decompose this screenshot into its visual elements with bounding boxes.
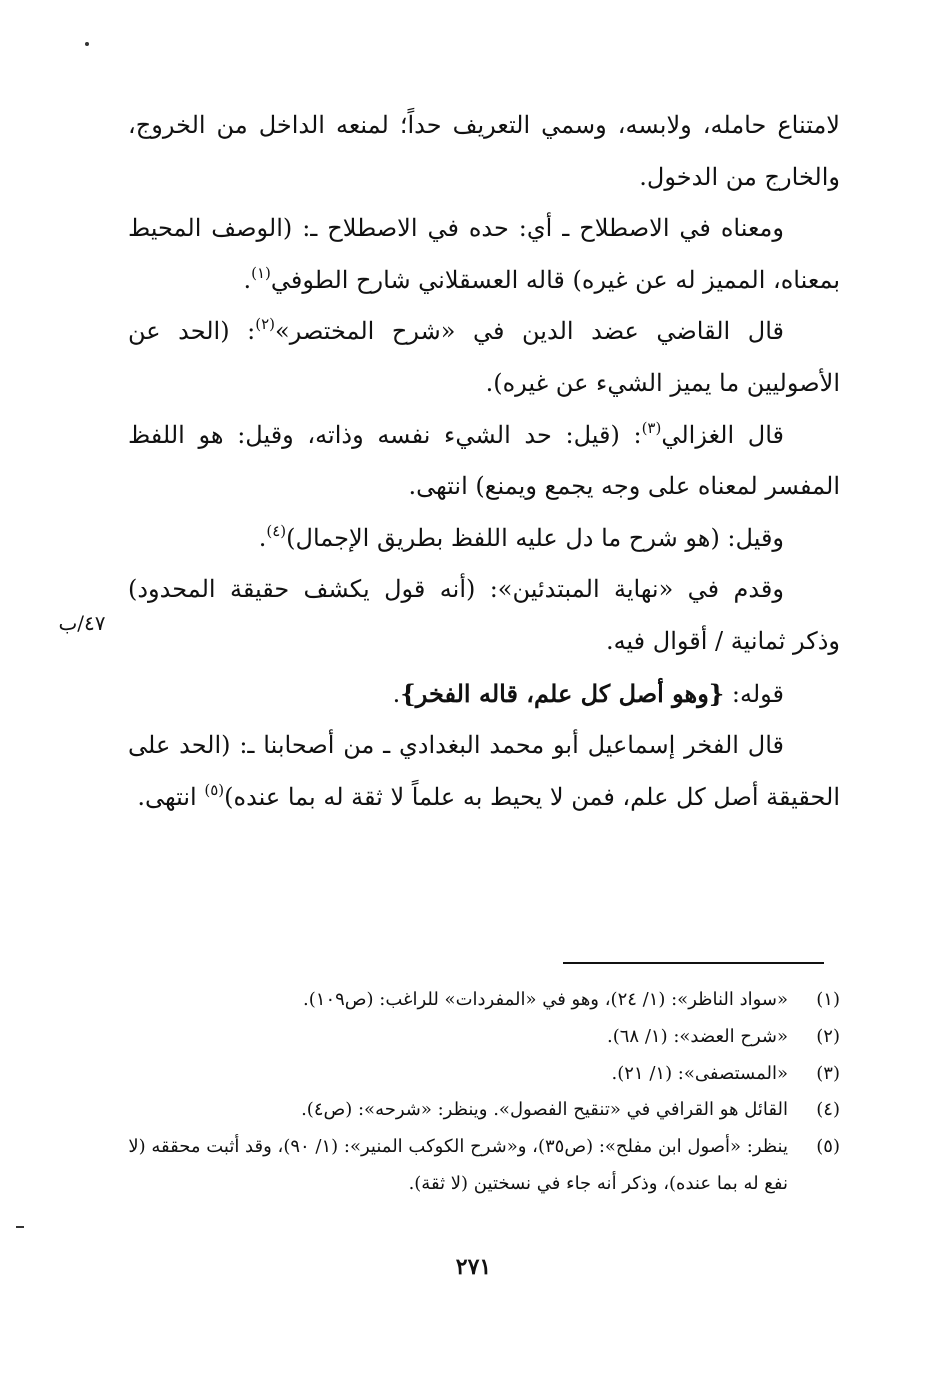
footnote-ref[interactable]: (٤) xyxy=(266,521,287,540)
footnote-text: «سواد الناظر»: (١/ ٢٤)، وهو في «المفردات» للراغب: (ص١٠٩). xyxy=(303,989,788,1010)
scan-speck xyxy=(16,1226,24,1228)
footnote-number: (٤) xyxy=(816,1099,840,1121)
paragraph: قال الغزالي$^{(٣)}$: (قيل: حد الشيء نفسه وذاته، وقيل: هو اللفظ المفسر لمعناه على وجه يجمع ويمنع) انتهى. xyxy=(128,418,840,501)
footnote xyxy=(128,1092,840,1129)
footnote-text: «المستصفى»: (١/ ٢١). xyxy=(611,1062,788,1084)
footnote-number: (٣) xyxy=(816,1062,840,1084)
footnote xyxy=(128,982,840,1019)
footnote xyxy=(128,1129,840,1203)
footnote-number: (٢) xyxy=(816,1025,840,1047)
footnote-ref[interactable]: (٣) xyxy=(641,418,662,437)
paragraph: ومعناه في الاصطلاح ـ أي: حده في الاصطلاح ـ: (الوصف المحيط بمعناه، المميز له عن غيره) قاله العسقلاني شارح الطوفي$^{(١)}$. xyxy=(128,214,840,294)
footnote-ref[interactable]: (١) xyxy=(251,263,271,282)
footnote-number: (١) xyxy=(816,989,840,1010)
footnotes xyxy=(128,982,840,1203)
quoted-matn: {وهو أصل كل علم، قاله الفخر} xyxy=(400,678,725,708)
page-number: ٢٧١ xyxy=(455,1254,492,1280)
paragraph: وقدم في «نهاية المبتدئين»: (أنه قول يكشف حقيقة المحدود) وذكر ثمانية / أقوال فيه. xyxy=(128,575,840,655)
footnote xyxy=(128,1019,840,1056)
footnote-number: (٥) xyxy=(816,1136,840,1158)
footnote-text: ينظر: «أصول ابن مفلح»: (ص٣٥)، و«شرح الكوكب المنير»: (١/ ٩٠)، وقد أثبت محققه (لا نفع له بما عنده)، وذكر أنه جاء في نسختين (لا ثقة). xyxy=(128,1136,788,1194)
paragraph: قال الفخر إسماعيل أبو محمد البغدادي ـ من أصحابنا ـ: (الحد على الحقيقة أصل كل علم، فمن لا يحيط به علماً لا ثقة له بما عنده)$^{(٥)}$ انتهى. xyxy=(128,731,840,811)
main-text xyxy=(128,100,840,823)
manuscript-folio-marker: ٤٧/ب xyxy=(58,611,106,635)
paragraph: قوله: {وهو أصل كل علم، قاله الفخر}. xyxy=(392,678,784,708)
paragraph: لامتناع حامله، ولابسه، وسمي التعريف حداً؛ لمنعه الداخل من الخروج، والخارج من الدخول. xyxy=(128,111,840,191)
footnote-text: «شرح العضد»: (١/ ٦٨). xyxy=(607,1025,788,1047)
footnote-ref[interactable]: (٥) xyxy=(204,780,225,799)
footnote-text: القائل هو القرافي في «تنقيح الفصول». وينظر: «شرحه»: (ص٤). xyxy=(301,1099,788,1121)
scan-speck xyxy=(85,42,89,46)
footnote-separator xyxy=(563,962,824,964)
paragraph: قال القاضي عضد الدين في «شرح المختصر»$^{(٢)}$: (الحد عن الأصوليين ما يميز الشيء عن غيره). xyxy=(128,315,840,397)
footnote-ref[interactable]: (٢) xyxy=(255,315,276,334)
paragraph: وقيل: (هو شرح ما دل عليه اللفظ بطريق الإجمال)$^{(٤)}$. xyxy=(258,521,784,552)
footnote xyxy=(128,1056,840,1093)
